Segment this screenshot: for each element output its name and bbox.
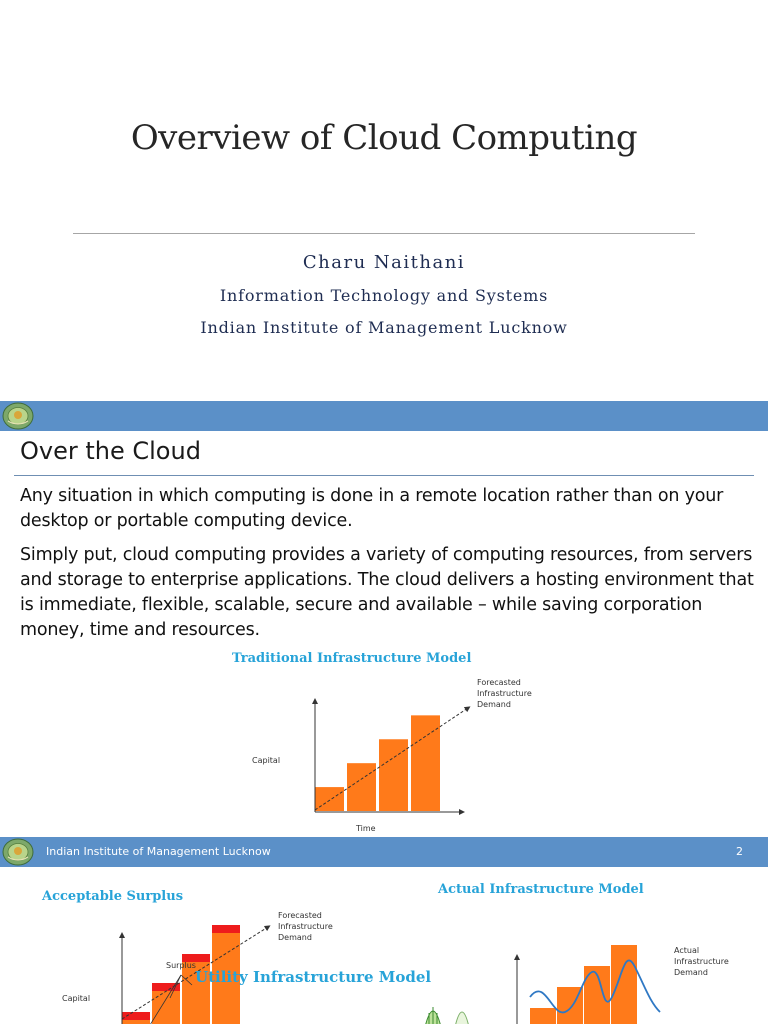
utility-demand-waves [425,1007,469,1024]
forecast-label-3: Demand [477,700,511,709]
footer-institution: Indian Institute of Management Lucknow [46,845,271,858]
utility-model-title: Utility Infrastructure Model [195,968,432,986]
slide-header-bar [0,401,768,431]
continuation-slide [0,837,768,1024]
surplus-forecast-label-1: Forecasted [278,911,322,920]
institution-name: Indian Institute of Management Lucknow [200,318,568,337]
heading-divider [14,475,754,476]
surplus-bar [212,925,240,933]
explanation-paragraph: Simply put, cloud computing provides a variety of computing resources, from servers and storage to enterprise applications. The cloud delivers a hosting environment that is immediate, flexible, scalable, secure and available – while saving corporation money, time and resources. [20,545,754,640]
surplus-label: Surplus [166,961,196,970]
content-slide [0,393,768,837]
y-axis-label: Capital [252,756,281,765]
surplus-forecast-label-2: Infrastructure [278,922,333,931]
bar [152,991,180,1024]
section-heading: Over the Cloud [20,437,201,465]
title-divider [73,233,695,234]
forecast-label-2: Infrastructure [477,689,532,698]
bar [347,763,376,811]
bar [411,715,440,811]
acceptable-surplus-title: Acceptable Surplus [42,889,184,904]
bar [611,945,637,1024]
author-name: Charu Naithani [302,252,466,273]
chart-title: Traditional Infrastructure Model [232,651,472,666]
definition-paragraph: Any situation in which computing is done in a remote location rather than on your desktop or portable computing device. [20,486,724,531]
slide-title: Overview of Cloud Computing [130,118,638,158]
department-name: Information Technology and Systems [219,286,549,305]
forecast-label-1: Forecasted [477,678,521,687]
bar [379,739,408,811]
title-slide [0,0,768,393]
surplus-y-label: Capital [62,994,91,1003]
traditional-infrastructure-chart [240,671,550,837]
bar [122,1020,150,1024]
actual-model-title: Actual Infrastructure Model [438,882,644,897]
bar [530,1008,556,1024]
page-number: 2 [736,845,743,858]
actual-label-1: Actual [674,946,700,955]
logo-icon [2,402,34,430]
logo-icon [2,838,34,866]
actual-label-2: Infrastructure [674,957,729,966]
surplus-bar [152,983,180,991]
actual-label-3: Demand [674,968,708,977]
surplus-forecast-label-3: Demand [278,933,312,942]
x-axis-label: Time [356,824,376,833]
